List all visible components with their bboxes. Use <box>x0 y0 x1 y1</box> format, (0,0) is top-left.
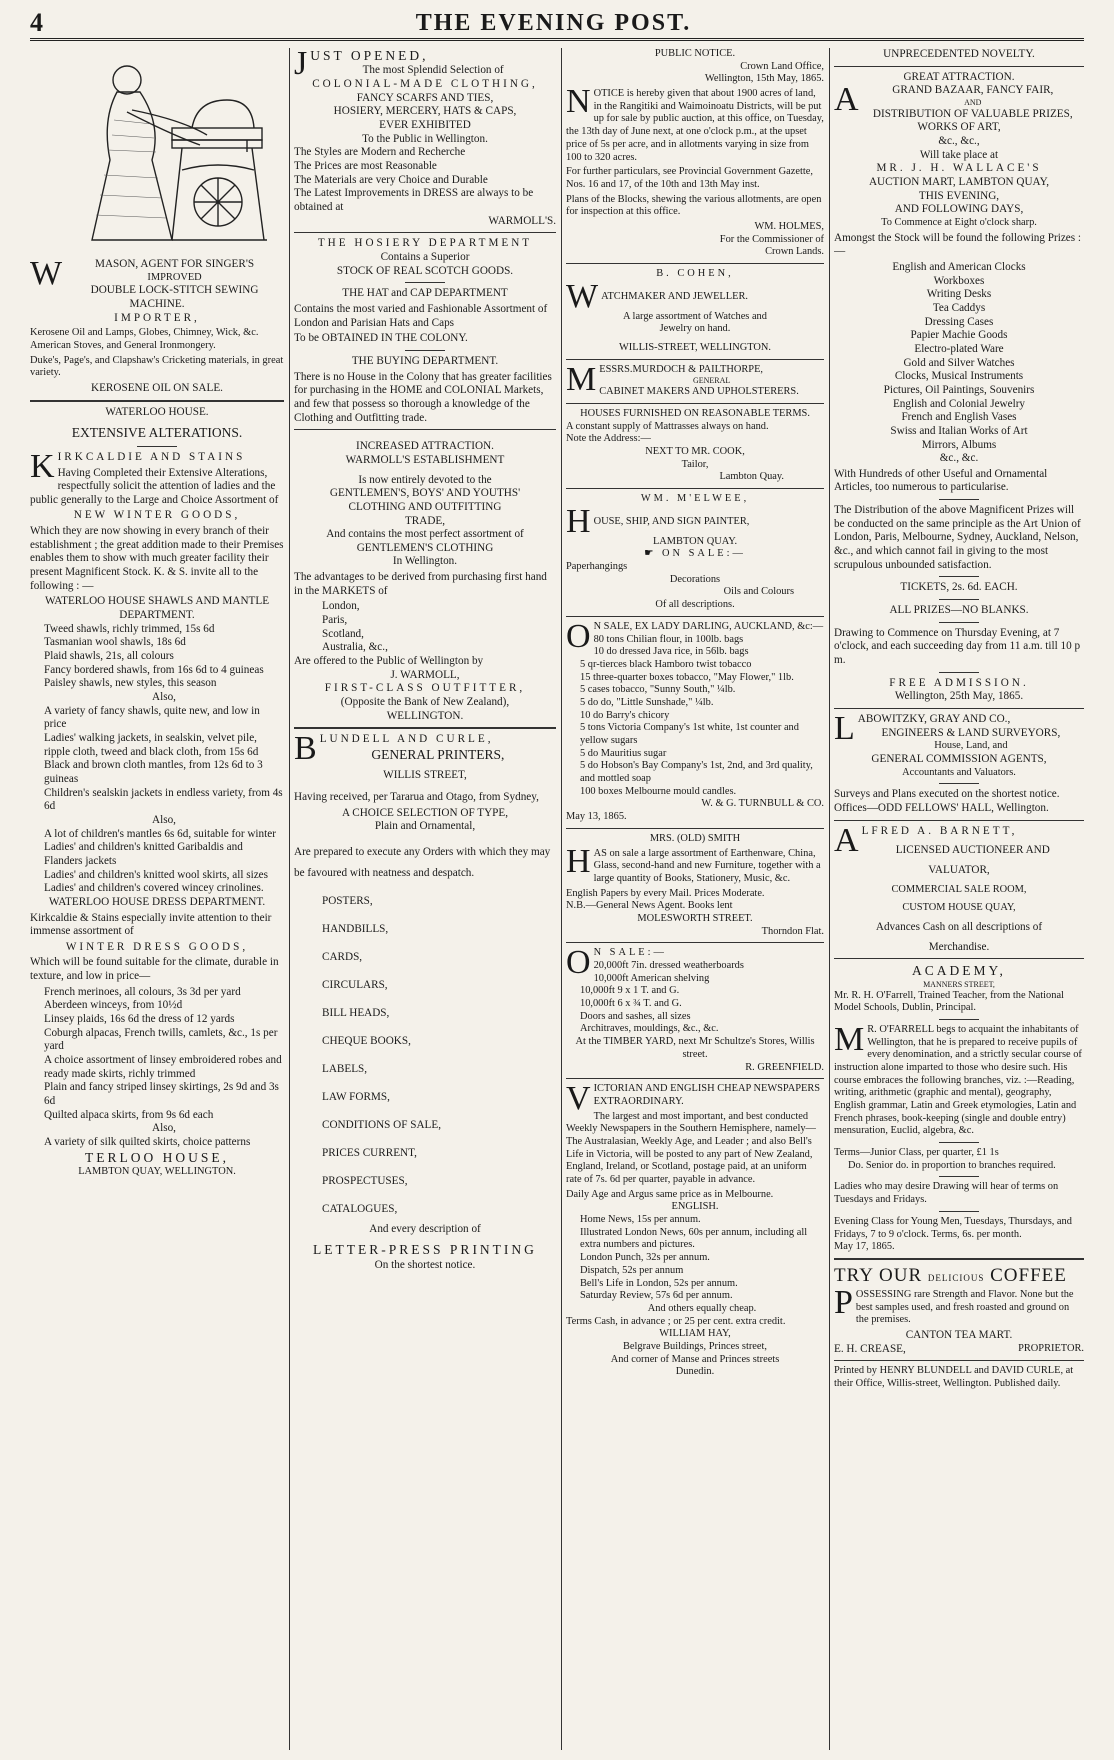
newspaper-title: THE EVENING POST. <box>415 9 692 36</box>
warmoll-establishment-advert: INCREASED ATTRACTION. WARMOLL'S ESTABLISHMENT Is now entirely devoted to the GENTLEMEN'S, BOYS' AND YOUTHS' CLOTHING AND OUTFITTING TRADE, And contains the most perfect assortment of GENTLEMEN'S CLOTHING In Wellington. The advantages to be derived from purchasing first hand in the MARKETS of London, Paris, Scotland, Australia, &c., Are offered to the Public of Wellington by J. WARMOLL, FIRST-CLASS OUTFITTER, (Opposite the Bank of New Zealand), WELLINGTON. <box>294 440 547 722</box>
pointing-hand-icon: ☛ <box>644 548 663 560</box>
timber-items-list: 20,000ft 7in. dressed weatherboards 10,000ft American shelving 10,000ft 9 x 1 T. and G. 10,000ft 6 x ¾ T. and G. Doors and sashes, all sizes Architraves, mouldings, &c., &c. <box>580 960 744 1035</box>
coffee-headline: TRY OUR DELICIOUS COFFEE <box>834 1264 1067 1286</box>
printing-services-list: POSTERS, HANDBILLS, CARDS, CIRCULARS, BILL HEADS, CHEQUE BOOKS, LABELS, LAW FORMS, CONDITIONS OF SALE, PRICES CURRENT, PROSPECTUSES, CATALOGUES, <box>322 894 442 1215</box>
column-rule <box>561 48 562 1750</box>
labowitzky-advert: L ABOWITZKY, GRAY AND CO., ENGINEERS & LAND SURVEYORS, House, Land, and GENERAL COMMISSION AGENTS, Accountants and Valuators. Surveys and Plans executed on the shortest notice. Offices—ODD FELLOWS' HALL, Wellington. <box>834 710 1061 814</box>
grand-bazaar-advert: UNPRECEDENTED NOVELTY. GREAT ATTRACTION. A GRAND BAZAAR, FANCY FAIR, AND DISTRIBUTION OF VALUABLE PRIZES, WORKS OF ART, &c., &c., Will take place at MR. J. H. WALLACE'S AUCTION MART, LAMBTON QUAY, THIS EVENING, AND FOLLOWING DAYS, To Commence at Eight o'clock sharp. Amongst the Stock will be found the following Prizes :— English and American Clocks Workboxes Writing Desks Tea Caddys Dressing Cases Papier Machie Goods Electro-plated Ware Gold and Silver Watches Clocks, Musical Instruments Pictures, Oil Paintings, Souvenirs English and Colonial Jewelry French and English Vases Swiss and Italian Works of Art Mirrors, Albums &c., &c. With Hundreds of other Useful and Ornamental Articles, too numerous to particularise. The Distribution of the above Magnificent Prizes will be conducted on the same principle as the Art Union of London, Paris, Melbourne, Sydney, Auckland, Nelson, &c., and which cannot fail in giving to the most scrupulous unbounded satisfaction. TICKETS, 2s. 6d. EACH. ALL PRIZES—NO BLANKS. Drawing to Commence on Thursday Evening, at 7 o'clock, and each succeeding day from 11 a.m. till 10 p m. FREE ADMISSION. Wellington, 25th May, 1865. <box>834 48 1084 704</box>
public-notice: PUBLIC NOTICE. Crown Land Office, Wellington, 15th May, 1865. N OTICE is hereby given that about 1900 acres of land, in the Rangitiki and Waimoinoatu Districts, will be put up for sale by public auction, at this office, on Tuesday, the 13th day of June next, at one o'clock p.m., at the upset price of 5s per acre, and in allotments varying in size from 100 to 320 acres. For further particulars, see Provincial Government Gazette, Nos. 16 and 17, of the 10th and 13th May inst. Plans of the Blocks, shewing the various allotments, are open for inspection at this office. WM. HOLMES, For the Commissioner of Crown Lands. <box>566 48 824 258</box>
blundell-curle-printers-advert: B LUNDELL AND CURLE, GENERAL PRINTERS, WILLIS STREET, Having received, per Tararua and Otago, from Sydney, A CHOICE SELECTION OF TYPE, Plain and Ornamental, Are prepared to execute any Orders with which they may be favoured with neatness and despatch. POSTERS, HANDBILLS, CARDS, CIRCULARS, BILL HEADS, CHEQUE BOOKS, LABELS, LAW FORMS, CONDITIONS OF SALE, PRICES CURRENT, PROSPECTUSES, CATALOGUES, And every description of LETTER-PRESS PRINTING On the shortest notice. <box>294 733 556 1272</box>
column-3 <box>566 48 824 1748</box>
on-sale-heading: ☛ ON SALE:— <box>644 548 746 560</box>
printer-imprint: Printed by HENRY BLUNDELL and DAVID CURLE, at their Office, Willis-street, Wellington. Published daily. <box>834 1365 1074 1390</box>
singer-advert: W MASON, AGENT FOR SINGER'S IMPROVED DOUBLE LOCK-STITCH SEWING MACHINE. IMPORTER, Kerosene Oil and Lamps, Globes, Chimney, Wick, &c. American Stoves, and General Ironmongery. Duke's, Page's, and Clapshaw's Cricketing materials, in great variety. KEROSENE OIL ON SALE. <box>30 255 284 395</box>
barnett-auctioneer-advert: A LFRED A. BARNETT, LICENSED AUCTIONEER AND VALUATOR, COMMERCIAL SALE ROOM, CUSTOM HOUSE QUAY, Advances Cash on all descriptions of Merchandise. <box>834 821 1050 953</box>
column-1 <box>30 48 284 1748</box>
column-4 <box>834 48 1084 1748</box>
prizes-list: English and American Clocks Workboxes Writing Desks Tea Caddys Dressing Cases Papier Machie Goods Electro-plated Ware Gold and Silver Watches Clocks, Musical Instruments Pictures, Oil Paintings, Souvenirs English and Colonial Jewelry French and English Vases Swiss and Italian Works of Art Mirrors, Albums &c., &c. <box>883 260 1035 465</box>
sale-items-list: 80 tons Chilian flour, in 100lb. bags 10 do dressed Java rice, in 56lb. bags 5 qr-tierces black Hamboro twist tobacco 15 three-quarter boxes tobacco, "May Flower," 1lb. 5 cases tobacco, "Sunny South," ¼lb. 5 do do, "Little Sunshade," ¼lb. 10 do Barry's chicory 5 tons Victoria Company's 1st white, 1st counter and yellow sugars 5 do Mauritius sugar 5 do Hobson's Bay Company's 1st, 2nd, and 3rd quality, and mottled soap 100 boxes Melbourne mould candles. <box>580 633 813 797</box>
murdoch-pailthorpe-advert: M ESSRS.MURDOCH & PAILTHORPE, GENERAL CABINET MAKERS AND UPHOLSTERERS. HOUSES FURNISHED ON REASONABLE TERMS. A constant supply of Mattrasses always on hand. Note the Address:— NEXT TO MR. COOK, Tailor, Lambton Quay. <box>566 364 824 484</box>
column-rule <box>289 48 290 1750</box>
greenfield-timber-advert: O N SALE:— 20,000ft 7in. dressed weatherboards 10,000ft American shelving 10,000ft 9 x 1 T. and G. 10,000ft 6 x ¾ T. and G. Doors and sashes, all sizes Architraves, mouldings, &c., &c. At the TIMBER YARD, next Mr Schultze's Stores, Willis street. R. GREENFIELD. <box>566 944 824 1073</box>
waterloo-house-advert: WATERLOO HOUSE. EXTENSIVE ALTERATIONS. K IRKCALDIE AND STAINS Having Completed their Extensive Alterations, respectfully solicit the attention of ladies and the public generally to the Large and Choice Assortment of NEW WINTER GOODS, Which they are now showing in every branch of their establishment ; the great addition made to their Premises enables them to show with much greater facility their present Magnificent Stock. K. & S. invite all to the following : — WATERLOO HOUSE SHAWLS AND MANTLE DEPARTMENT. Tweed shawls, richly trimmed, 15s 6d Tasmanian wool shawls, 18s 6d Plaid shawls, 21s, all colours Fancy bordered shawls, from 16s 6d to 4 guineas Paisley shawls, new styles, this season Also, A variety of fancy shawls, quite new, and low in price Ladies' walking jackets, in sealskin, velvet pile, ripple cloth, tweed and black cloth, from 15s 6d Black and brown cloth mantles, from 12s 6d to 3 guineas Children's sealskin jackets in endless variety, from 4s 6d Also, A lot of children's mantles 6s 6d, suitable for winter Ladies' and children's knitted Garibaldis and Flanders jackets Ladies' and children's knitted wool skirts, all sizes Ladies' and children's covered wincey crinolines. WATERLOO HOUSE DRESS DEPARTMENT. Kirkcaldie & Stains especially invite attention to their immense assortment of WINTER DRESS GOODS, Which will be found suitable for the climate, durable in texture, and low in price— French merinoes, all colours, 3s 3d per yard Aberdeen winceys, from 10½d Linsey plaids, 16s 6d the dress of 12 yards Coburgh alpacas, French twills, camlets, &c., 1s per yard A choice assortment of linsey embroidered robes and ready made skirts, richly trimmed Plain and fancy striped linsey skirtings, 2s 9d and 3s 6d Quilted alpaca skirts, from 9s 6d each Also, A variety of silk quilted skirts, choice patterns TERLOO HOUSE, LAMBTON QUAY, WELLINGTON. <box>30 405 284 1178</box>
column-rule <box>829 48 830 1750</box>
warmoll-advert: J UST OPENED, The most Splendid Selection of COLONIAL-MADE CLOTHING, FANCY SCARFS AND TIES, HOSIERY, MERCERY, HATS & CAPS, EVER EXHIBITED To the Public in Wellington. The Styles are Modern and Recherche The Prices are most Reasonable The Materials are very Choice and Durable The Latest Improvements in DRESS are always to be obtained at WARMOLL'S. <box>294 48 556 227</box>
canton-tea-mart-advert: TRY OUR DELICIOUS COFFEE P OSSESSING rare Strength and Flavor. None but the best samples used, and fresh roasted and ground on the premises. CANTON TEA MART. E. H. CREASE, PROPRIETOR. <box>834 1264 1084 1355</box>
sewing-machine-illustration <box>32 50 282 250</box>
mcelwee-advert: WM. M'ELWEE, H OUSE, SHIP, AND SIGN PAINTER, LAMBTON QUAY. ☛ ON SALE:— Paperhangings Decorations Oils and Colours Of all descriptions. <box>566 493 824 612</box>
shawls-list: Tweed shawls, richly trimmed, 15s 6d Tasmanian wool shawls, 18s 6d Plaid shawls, 21s, all colours Fancy bordered shawls, from 16s 6d to 4 guineas Paisley shawls, new styles, this season Also, A variety of fancy shawls, quite new, and low in price Ladies' walking jackets, in sealskin, velvet pile, ripple cloth, tweed and black cloth, from 15s 6d Black and brown cloth mantles, from 12s 6d to 3 guineas Children's sealskin jackets in endless variety, from 4s 6d Also, A lot of children's mantles 6s 6d, suitable for winter Ladies' and children's knitted Garibaldis and Flanders jackets Ladies' and children's knitted wool skirts, all sizes Ladies' and children's covered wincey crinolines. <box>44 622 283 895</box>
cohen-advert: B. COHEN, W ATCHMAKER AND JEWELLER. A large assortment of Watches and Jewelry on hand. WILLIS-STREET, WELLINGTON. <box>566 268 772 354</box>
dress-goods-list: French merinoes, all colours, 3s 3d per yard Aberdeen winceys, from 10½d Linsey plaids, 16s 6d the dress of 12 yards Coburgh alpacas, French twills, camlets, &c., 1s per yard A choice assortment of linsey embroidered robes and ready made skirts, richly trimmed Plain and fancy striped linsey skirtings, 2s 9d and 3s 6d Quilted alpaca skirts, from 9s 6d each Also, A variety of silk quilted skirts, choice patterns <box>44 985 282 1148</box>
turnbull-on-sale-advert: O N SALE, EX LADY DARLING, AUCKLAND, &c:— 80 tons Chilian flour, in 100lb. bags 10 do dressed Java rice, in 56lb. bags 5 qr-tierces black Hamboro twist tobacco 15 three-quarter boxes tobacco, "May Flower," 1lb. 5 cases tobacco, "Sunny South," ¼lb. 5 do do, "Little Sunshade," ¼lb. 10 do Barry's chicory 5 tons Victoria Company's 1st white, 1st counter and yellow sugars 5 do Mauritius sugar 5 do Hobson's Bay Company's 1st, 2nd, and 3rd quality, and mottled soap 100 boxes Melbourne mould candles. W. & G. TURNBULL & CO. May 13, 1865. <box>566 617 824 823</box>
masthead <box>30 8 1084 41</box>
academy-advert: ACADEMY, MANNERS STREET, Mr. R. H. O'Farrell, Trained Teacher, from the National Model Schools, Dublin, Principal. M R. O'FARRELL begs to acquaint the inhabitants of Wellington, that he is prepared to receive pupils of every denomination, and a strictly secular course of instruction alone imparted to those who desire such. His course embraces the following branches, viz. :—Reading, writing, arithmetic (graphic and mental), geography, English grammar, Latin and Greek etymologies, Latin and French phrases, book-keeping (single and double entry) mensuration, Euclid, algebra, &c. Terms—Junior Class, per quarter, £1 1s Do. Senior do. in proportion to branches required. Ladies who may desire Drawing will hear of terms on Tuesdays and Fridays. Evening Class for Young Men, Tuesdays, Thursdays, and Fridays, 7 to 9 o'clock. Terms, 6s. per month. May 17, 1865. <box>834 963 1082 1253</box>
column-2: J UST OPENED, The most Splendid Selection of COLONIAL-MADE CLOTHING, FANCY SCARFS AND TIES, HOSIERY, MERCERY, HATS & CAPS, EVER EXHIBITED To the Public in Wellington. The Styles are Modern and Recherche The Prices are most Reasonable The Materials are very Choice and Durable The Latest Improvements in DRESS are always to be obtained at WARMOLL'S. THE HOSIERY DEPARTMENT Contains a Superior STOCK OF REAL SCOTCH GOODS. THE HAT and CAP DEPARTMENT Contains the most varied and Fashionable Assortment of London and Parisian Hats and Caps To be OBTAINED IN THE COLONY. THE BUYING DEPARTMENT. There is no House in the Colony that has greater facilities for purchasing in the HOME and COLONIAL Markets, and few that possess so thorough a knowledge of the Clothing and Outfitting trade. INCREASED ATTRACTION. WARMOLL'S ESTABLISHMENT Is now entirely devoted to the GENTLEMEN'S, BOYS' AND YOUTHS' CLOTHING AND OUTFITTING TRADE, And contains the most perfect assortment of GENTLEMEN'S CLOTHING In Wellington. The advantages to be derived from purchasing first hand in the MARKETS of London, Paris, Scotland, Australia, &c., Are offered to the Public of Wellington by J. WARMOLL, FIRST-CLASS OUTFITTER, (Opposite the Bank of New Zealand), WELLINGTON. B LUNDELL AND CURLE, GENERAL PRINTERS, WILLIS STREET, Having received, per Tararua and Otago, from Sydney, A CHOICE SELECTION OF TYPE, Plain and Ornamental, Are prepared to execute any Orders with which they may be favoured with neatness and despatch. POSTERS, HANDBILLS, CARDS, CIRCULARS, BILL HEADS, CHEQUE BOOKS, LABELS, LAW FORMS, CONDITIONS OF SALE, PRICES CURRENT, PROSPECTUSES, CATALOGUES, And every description of LETTER-PRESS PRINTING On the shortest notice. <box>294 48 556 1271</box>
newspapers-advert: V ICTORIAN AND ENGLISH CHEAP NEWSPAPERS EXTRAORDINARY. The largest and most important, and best conducted Weekly Newspapers in the Southern Hemisphere, namely—The Australasian, Weekly Age, and Leader ; and also Bell's Life in Victoria, will be posted to any part of New Zealand, England, Ireland, or Scotland, postage paid, at an uniform rate of 7s. 6d per quarter, payable in advance. Daily Age and Argus same price as in Melbourne. ENGLISH. Home News, 15s per annum. Illustrated London News, 60s per annum, including all extra numbers and pictures. London Punch, 32s per annum. Dispatch, 52s per annum Bell's Life in London, 52s per annum. Saturday Review, 57s 6d per annum. And others equally cheap. Terms Cash, in advance ; or 25 per cent. extra credit. WILLIAM HAY, Belgrave Buildings, Princes street, And corner of Manse and Princes streets Dunedin. <box>566 1083 824 1379</box>
english-papers-list: Home News, 15s per annum. Illustrated London News, 60s per annum, including all extra numbers and pictures. London Punch, 32s per annum. Dispatch, 52s per annum Bell's Life in London, 52s per annum. Saturday Review, 57s 6d per annum. And others equally cheap. <box>580 1214 808 1314</box>
mrs-smith-advert: MRS. (OLD) SMITH H AS on sale a large assortment of Earthenware, China, Glass, second-hand and new Furniture, together with a large quantity of Books, Stationery, Music, &c. English Papers by every Mail. Prices Moderate. N.B.—General News Agent. Books lent MOLESWORTH STREET. Thorndon Flat. <box>566 832 824 937</box>
page-number: 4 <box>30 8 43 37</box>
